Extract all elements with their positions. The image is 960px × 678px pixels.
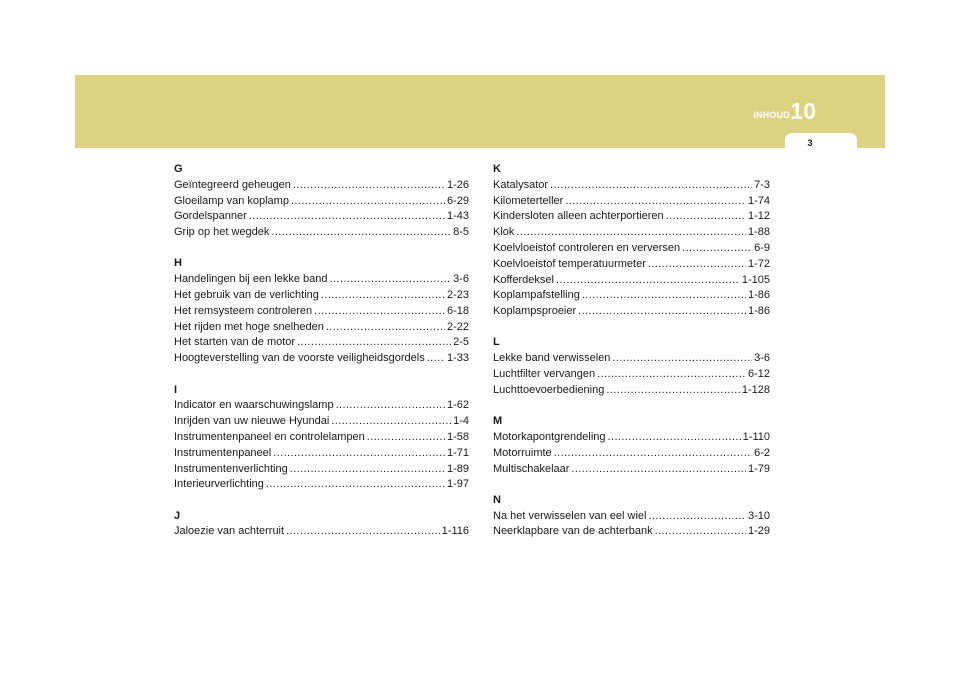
dot-leader — [321, 288, 445, 304]
entry-page: 3-6 — [453, 273, 469, 286]
entry-title: Gloeilamp van koplamp — [174, 194, 289, 207]
section-letter: I — [174, 383, 178, 396]
dot-leader — [648, 257, 746, 273]
dot-leader — [578, 304, 746, 320]
index-entry — [493, 446, 770, 462]
index-entry — [174, 178, 469, 194]
index-entry — [174, 351, 469, 367]
entry-page: 1-97 — [446, 478, 469, 491]
entry-page: 1-12 — [747, 210, 770, 223]
entry-page: 1-105 — [741, 273, 770, 286]
section-letter: N — [493, 493, 501, 506]
section-letter: K — [493, 163, 501, 175]
dot-leader — [249, 209, 445, 225]
index-section — [493, 414, 770, 477]
entry-title: Na het verwisselen van eel wiel — [493, 509, 647, 522]
index-entry — [493, 304, 770, 320]
index-entry — [493, 509, 770, 525]
dot-leader — [608, 430, 741, 446]
entry-page: 6-2 — [754, 446, 770, 459]
index-section — [174, 383, 469, 494]
dot-leader — [427, 351, 445, 367]
entry-page: 1-43 — [446, 210, 469, 223]
section-letter: L — [493, 336, 500, 349]
dot-leader — [597, 367, 746, 383]
entry-title: Motorruimte — [493, 446, 552, 459]
entry-page: 1-4 — [453, 415, 469, 428]
entry-title: Luchtfilter vervangen — [493, 368, 596, 381]
index-entry — [493, 257, 770, 273]
entry-title: Inrijden van uw nieuwe Hyundai — [174, 415, 330, 428]
entry-page: 1-88 — [747, 226, 770, 239]
index-entry — [174, 209, 469, 225]
dot-leader — [336, 398, 445, 414]
index-entry — [493, 383, 770, 399]
entry-title: Het starten van de motor — [174, 336, 296, 349]
index-entry — [493, 241, 770, 257]
index-column-left — [174, 162, 469, 556]
dot-leader — [367, 430, 445, 446]
index-entry — [493, 194, 770, 210]
entry-title: Instrumentenverlichting — [174, 462, 288, 475]
entry-page: 6-12 — [747, 368, 770, 381]
section-letter: H — [174, 257, 182, 270]
index-section — [174, 162, 469, 241]
dot-leader — [571, 462, 746, 478]
entry-page: 1-128 — [741, 383, 770, 396]
entry-title: Het gebruik van de verlichting — [174, 289, 319, 302]
entry-title: Neerklapbare van de achterbank — [493, 525, 653, 538]
entry-title: Gordelspanner — [174, 210, 247, 223]
page-number: 3 — [807, 138, 813, 148]
entry-title: Kilometerteller — [493, 194, 564, 207]
entry-page: 6-9 — [754, 241, 770, 254]
entry-title: Motorkapontgrendeling — [493, 430, 606, 443]
index-entry — [493, 288, 770, 304]
entry-page: 1-58 — [446, 430, 469, 443]
section-letter: G — [174, 163, 183, 175]
entry-title: Koplampafstelling — [493, 289, 580, 302]
dot-leader — [582, 288, 746, 304]
entry-page: 1-72 — [747, 257, 770, 270]
index-section — [493, 335, 770, 398]
entry-page: 1-62 — [446, 399, 469, 412]
entry-title: Hoogteverstelling van de voorste veiligheidsgordels — [174, 352, 425, 365]
entry-title: Lekke band verwisselen — [493, 352, 611, 365]
index-entry — [493, 351, 770, 367]
index-entry — [493, 462, 770, 478]
index-entry — [493, 225, 770, 241]
dot-leader — [565, 194, 746, 210]
index-entry — [174, 225, 469, 241]
entry-page: 6-29 — [446, 194, 469, 207]
entry-page: 1-110 — [742, 430, 770, 443]
entry-title: Koelvloeistof temperatuurmeter — [493, 257, 646, 270]
index-entry — [493, 178, 770, 194]
index-entry — [174, 462, 469, 478]
index-entry — [174, 477, 469, 493]
dot-leader — [297, 335, 451, 351]
index-entry — [174, 272, 469, 288]
dot-leader — [648, 509, 746, 525]
entry-title: Grip op het wegdek — [174, 226, 270, 239]
entry-page: 1-33 — [446, 352, 469, 365]
entry-page: 7-3 — [754, 178, 770, 191]
dot-leader — [330, 272, 452, 288]
entry-title: Handelingen bij een lekke band — [174, 273, 328, 286]
index-entry — [493, 209, 770, 225]
index-section — [493, 493, 770, 540]
dot-leader — [550, 178, 752, 194]
entry-page: 1-86 — [747, 289, 770, 302]
chapter-number: 10 — [790, 98, 816, 124]
dot-leader — [290, 462, 445, 478]
dot-leader — [612, 351, 752, 367]
entry-title: Geïntegreerd geheugen — [174, 178, 291, 191]
entry-title: Klok — [493, 226, 515, 239]
dot-leader — [291, 194, 445, 210]
entry-title: Katalysator — [493, 178, 549, 191]
entry-page: 8-5 — [453, 226, 469, 239]
index-entry — [174, 288, 469, 304]
index-section — [493, 162, 770, 320]
entry-page: 1-79 — [747, 462, 770, 475]
index-entry — [174, 194, 469, 210]
index-entry — [493, 430, 770, 446]
index-section — [174, 509, 469, 541]
entry-title: Kofferdeksel — [493, 273, 554, 286]
dot-leader — [606, 383, 740, 399]
entry-title: Interieurverlichting — [174, 478, 264, 491]
dot-leader — [326, 320, 445, 336]
dot-leader — [293, 178, 445, 194]
entry-title: Het remsysteem controleren — [174, 304, 313, 317]
dot-leader — [554, 446, 752, 462]
entry-page: 2-5 — [453, 336, 469, 349]
entry-title: Kindersloten alleen achterportieren — [493, 210, 664, 223]
dot-leader — [331, 414, 451, 430]
dot-leader — [666, 209, 746, 225]
index-entry — [174, 398, 469, 414]
entry-title: Het rijden met hoge snelheden — [174, 320, 324, 333]
entry-page: 6-18 — [446, 304, 469, 317]
entry-title: Koplampsproeier — [493, 305, 577, 318]
entry-page: 1-116 — [441, 525, 469, 538]
index-entry — [174, 414, 469, 430]
index-column-right — [493, 162, 770, 556]
chapter-title: INHOUD — [753, 110, 790, 120]
index-entry — [493, 524, 770, 540]
index-entry — [174, 335, 469, 351]
entry-page: 1-89 — [446, 462, 469, 475]
dot-leader — [682, 241, 752, 257]
entry-page: 2-22 — [446, 320, 469, 333]
entry-title: Koelvloeistof controleren en verversen — [493, 241, 681, 254]
entry-page: 3-10 — [747, 509, 770, 522]
entry-title: Luchttoevoerbediening — [493, 383, 605, 396]
index-entry — [493, 273, 770, 289]
section-letter: M — [493, 415, 503, 428]
entry-page: 1-26 — [446, 178, 469, 191]
dot-leader — [314, 304, 445, 320]
index-entry — [174, 304, 469, 320]
entry-page: 3-6 — [754, 352, 770, 365]
entry-title: Jaloezie van achterruit — [174, 525, 285, 538]
entry-page: 1-74 — [747, 194, 770, 207]
entry-title: Instrumentenpaneel en controlelampen — [174, 430, 365, 443]
index-entry — [174, 430, 469, 446]
dot-leader — [273, 446, 445, 462]
index-entry — [174, 524, 469, 540]
index-entry — [174, 446, 469, 462]
dot-leader — [516, 225, 746, 241]
entry-title: Multischakelaar — [493, 462, 570, 475]
entry-page: 1-86 — [747, 305, 770, 318]
entry-page: 1-71 — [446, 446, 469, 459]
entry-page: 2-23 — [446, 289, 469, 302]
dot-leader — [286, 524, 440, 540]
section-letter: J — [174, 509, 181, 522]
dot-leader — [266, 477, 445, 493]
dot-leader — [556, 273, 740, 289]
entry-title: Instrumentenpaneel — [174, 446, 272, 459]
dot-leader — [655, 524, 746, 540]
index-section — [174, 256, 469, 367]
entry-title: Indicator en waarschuwingslamp — [174, 399, 334, 412]
dot-leader — [271, 225, 451, 241]
index-entry — [493, 367, 770, 383]
index-entry — [174, 320, 469, 336]
entry-page: 1-29 — [747, 525, 770, 538]
